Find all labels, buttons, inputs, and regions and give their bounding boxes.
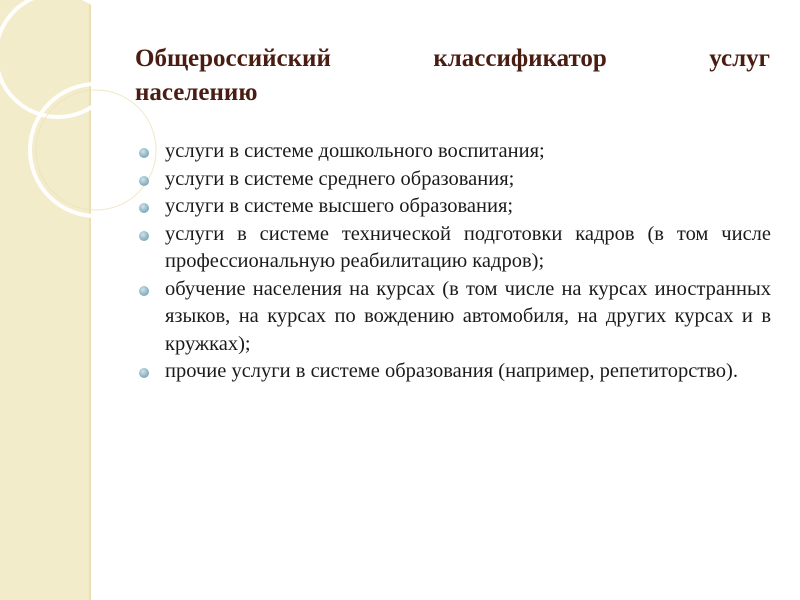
title-word-3: услуг [709,45,770,72]
bullet-list [135,138,771,386]
list-item [135,193,771,221]
bullet-dot-icon [139,203,149,213]
bullet-dot-icon [139,368,149,378]
list-item-text: прочие услуги в системе образования (например, репетиторство). [165,360,738,382]
list-item-text: услуги в системе технической подготовки кадров (в том числе профессиональную реабилитацию кадров); [165,222,771,272]
list-item-text: услуги в системе дошкольного воспитания; [165,140,545,162]
list-item [135,138,771,166]
slide-title [135,42,770,110]
list-item-text: услуги в системе среднего образования; [165,167,515,190]
bullet-dot-icon [139,286,149,296]
list-item-text: услуги в системе высшего образования; [165,195,514,217]
list-item-text: обучение населения на курсах (в том числе на курсах иностранных языков, на курсах по вождению автомобиля, на других курсах и в кружках); [165,277,771,355]
list-item [135,166,771,194]
list-item [135,221,771,276]
list-item [135,358,771,386]
bullet-dot-icon [139,176,149,186]
title-line-1 [135,42,770,76]
bullet-dot-icon [139,148,149,158]
title-word-1: Общероссийский [135,45,331,72]
title-line-2: населению [135,79,258,106]
title-word-2: классификатор [433,45,607,72]
list-item [135,276,771,359]
bullet-dot-icon [139,231,149,241]
